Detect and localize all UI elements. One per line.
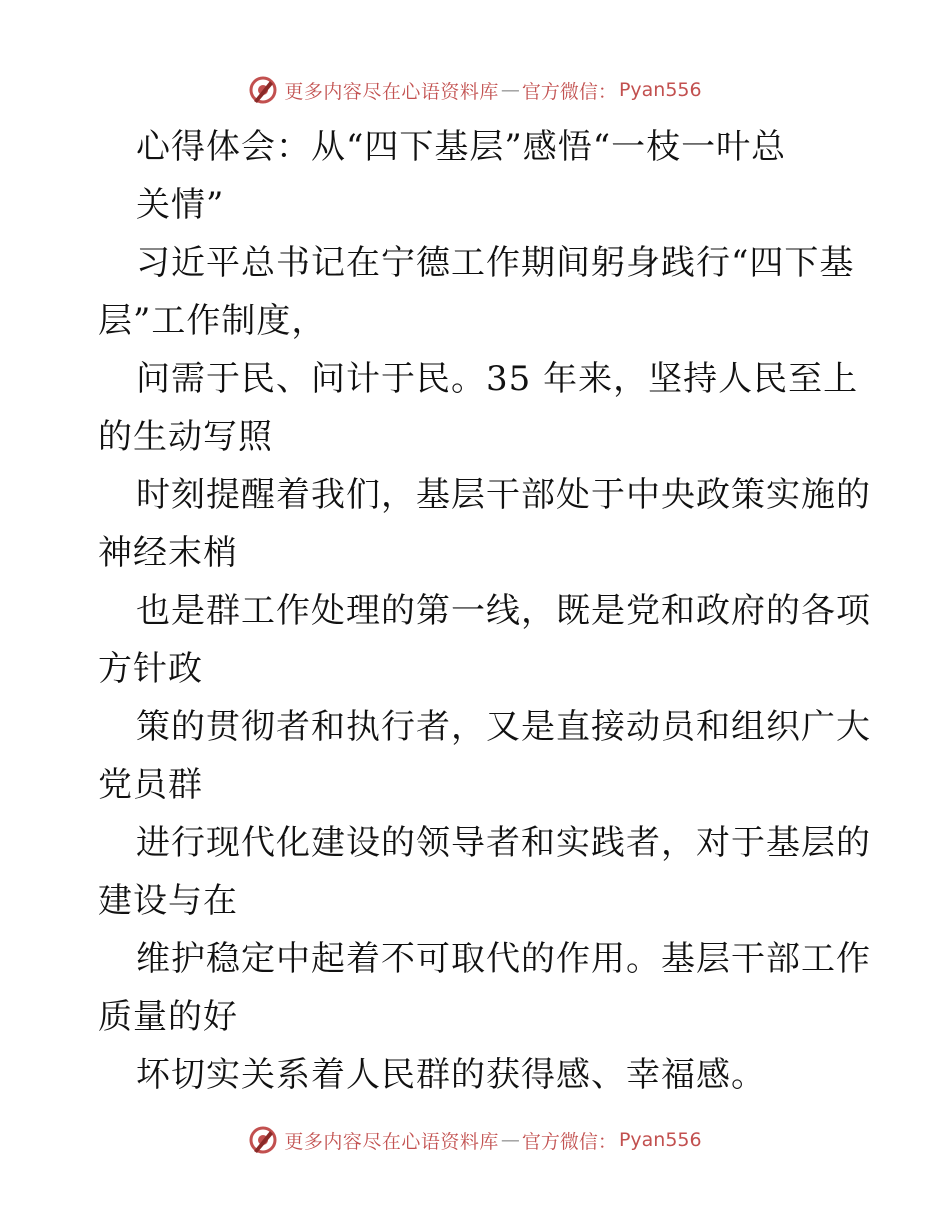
paragraph-line: 也是群工作处理的第一线，既是党和政府的各项 bbox=[136, 591, 871, 631]
paragraph-line: 方针政 bbox=[98, 649, 203, 689]
paragraph-line: 时刻提醒着我们，基层干部处于中央政策实施的 bbox=[136, 475, 871, 515]
brush-logo-icon bbox=[248, 75, 278, 105]
banner-main-text: 更多内容尽在心语资料库 bbox=[284, 1130, 499, 1153]
paragraph-line: 党员群 bbox=[98, 765, 203, 805]
banner-wechat-label: 官方微信： bbox=[521, 80, 617, 103]
banner-main-text: 更多内容尽在心语资料库 bbox=[284, 80, 499, 103]
banner-wechat-id: Pyan556 bbox=[618, 79, 702, 101]
paragraph-line: 神经末梢 bbox=[98, 533, 238, 573]
paragraph-line: 的生动写照 bbox=[98, 417, 273, 457]
paragraph-line: 策的贯彻者和执行者，又是直接动员和组织广大 bbox=[136, 707, 871, 747]
brush-logo-icon bbox=[248, 1125, 278, 1155]
document-body bbox=[98, 118, 871, 1104]
banner-separator: — bbox=[500, 1129, 520, 1151]
paragraph-line: 维护稳定中起着不可取代的作用。基层干部工作 bbox=[136, 939, 871, 979]
document-title-line-1: 心得体会：从“四下基层”感悟“一枝一叶总 bbox=[136, 127, 787, 167]
document-title-line-2: 关情” bbox=[136, 185, 225, 225]
footer-watermark-banner bbox=[0, 1120, 950, 1160]
banner-wechat-id: Pyan556 bbox=[618, 1129, 702, 1151]
header-watermark-banner bbox=[0, 70, 950, 110]
paragraph-line: 问需于民、问计于民。35 年来，坚持人民至上 bbox=[136, 359, 859, 399]
paragraph-line: 建设与在 bbox=[98, 881, 238, 921]
paragraph-line: 进行现代化建设的领导者和实践者，对于基层的 bbox=[136, 823, 871, 863]
banner-separator: — bbox=[500, 79, 520, 101]
banner-wechat-label: 官方微信： bbox=[521, 1130, 617, 1153]
paragraph-line: 习近平总书记在宁德工作期间躬身践行“四下基 bbox=[136, 243, 855, 283]
paragraph-line: 层”工作制度， bbox=[98, 301, 327, 341]
paragraph-line: 坏切实关系着人民群的获得感、幸福感。 bbox=[136, 1055, 766, 1095]
paragraph-line: 质量的好 bbox=[98, 997, 238, 1037]
